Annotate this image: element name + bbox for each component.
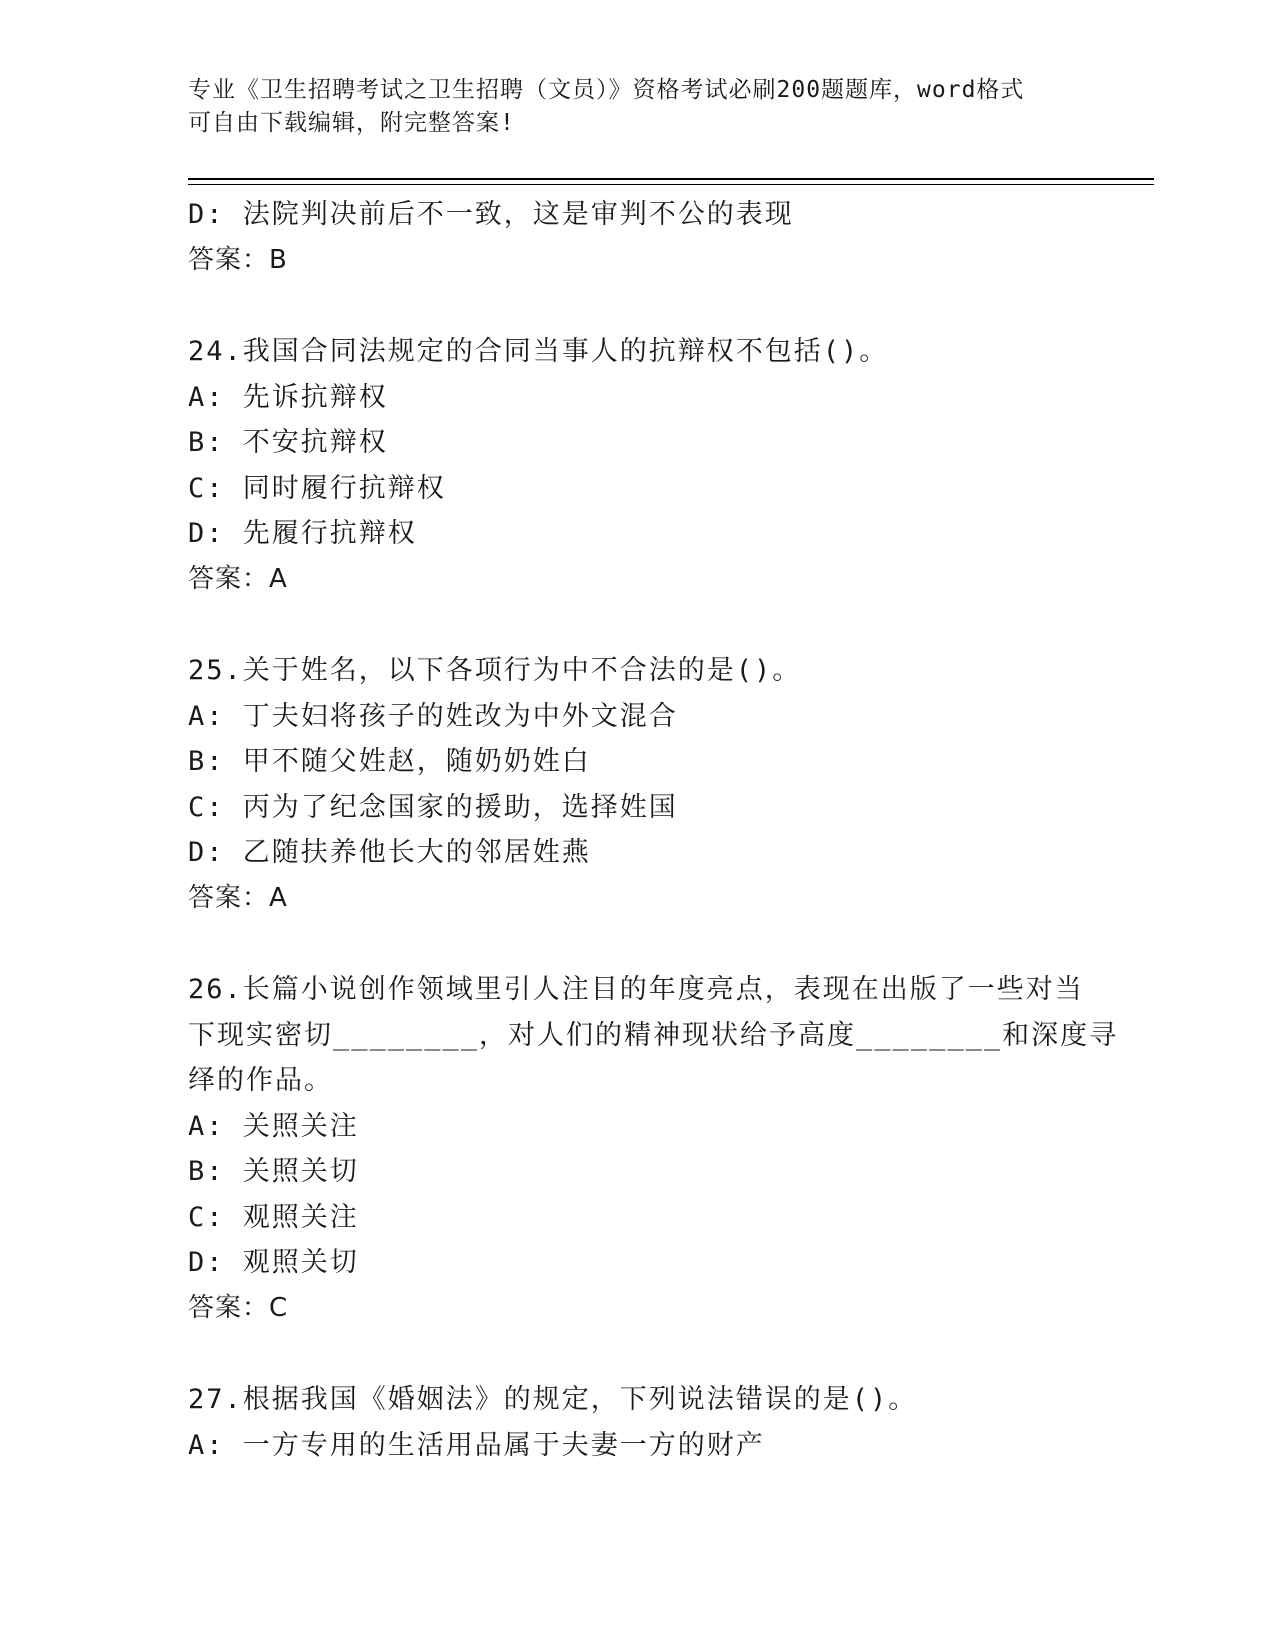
option-a: A: 丁夫妇将孩子的姓改为中外文混合 [188, 700, 678, 732]
option-a: A: 一方专用的生活用品属于夫妻一方的财产 [188, 1429, 765, 1461]
spacer [188, 283, 1088, 329]
header-rule-thick [188, 178, 1154, 180]
question-stem-line-1: 26.长篇小说创作领域里引人注目的年度亮点，表现在出版了一些对当 [188, 974, 1084, 1005]
answer-line: 答案：B [188, 244, 288, 275]
header-line-2: 可自由下载编辑，附完整答案! [188, 110, 515, 136]
answer-line: 答案：A [188, 882, 288, 913]
question-stem: 27.根据我国《婚姻法》的规定，下列说法错误的是()。 [188, 1384, 918, 1415]
header-rule-thin [188, 184, 1154, 185]
question-27 [188, 1377, 1088, 1468]
spacer [188, 1331, 1088, 1377]
option-c: C: 观照关注 [188, 1201, 359, 1233]
question-stem: 24.我国合同法规定的合同当事人的抗辩权不包括()。 [188, 336, 889, 367]
header-line-1: 专业《卫生招聘考试之卫生招聘（文员）》资格考试必刷200题题库，word格式 [188, 77, 1025, 103]
option-c: C: 丙为了纪念国家的援助，选择姓国 [188, 791, 678, 823]
answer-line: 答案：C [188, 1292, 289, 1323]
spacer [188, 602, 1088, 648]
option-d: D: 先履行抗辩权 [188, 518, 417, 549]
question-24 [188, 329, 1088, 602]
option-b: B: 不安抗辩权 [188, 427, 388, 458]
question-26 [188, 967, 1119, 1331]
option-c: C: 同时履行抗辩权 [188, 472, 446, 504]
answer-line: 答案：A [188, 563, 288, 594]
option-a: A: 先诉抗辩权 [188, 381, 388, 413]
option-b: B: 甲不随父姓赵，随奶奶姓白 [188, 746, 591, 777]
option-d: D: 法院判决前后不一致，这是审判不公的表现 [188, 199, 794, 230]
spacer [188, 921, 1088, 967]
question-stem-line-3: 绎的作品。 [188, 1065, 333, 1096]
question-stem-line-2: 下现实密切________，对人们的精神现状给予高度________和深度寻 [188, 1019, 1119, 1051]
option-b: B: 关照关切 [188, 1156, 359, 1187]
document-header [188, 74, 1088, 140]
question-body [188, 192, 1119, 1468]
option-d: D: 观照关切 [188, 1247, 359, 1278]
question-25 [188, 648, 1088, 921]
option-d: D: 乙随扶养他长大的邻居姓燕 [188, 837, 591, 868]
question-stem: 25.关于姓名，以下各项行为中不合法的是()。 [188, 655, 802, 686]
previous-question-tail [188, 192, 1088, 283]
option-a: A: 关照关注 [188, 1110, 359, 1142]
